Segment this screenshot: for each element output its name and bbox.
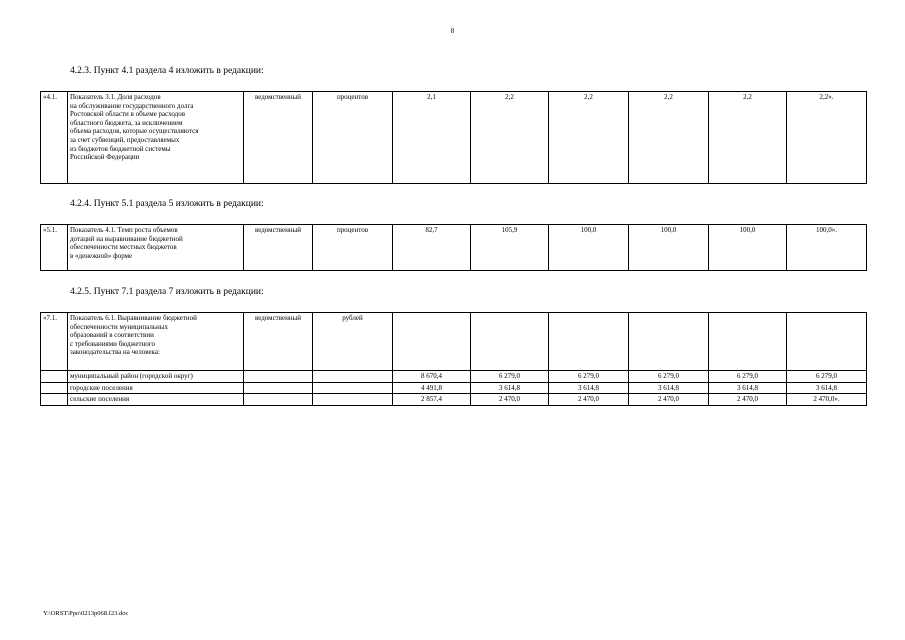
indicator-name: Показатель 6.1. Выравнивание бюджетной обеспеченности муниципальных образований в соответствии с требованиями бюджетного законодательства на человека:: [68, 313, 244, 371]
value-cell: 105,9: [471, 225, 549, 271]
row-number: «5.1.: [41, 225, 68, 271]
value-cell: 2,2: [709, 92, 787, 184]
row-number: «7.1.: [41, 313, 68, 371]
value-cell: 100,0».: [787, 225, 867, 271]
indicator-type: [244, 371, 313, 383]
value-cell: 2,2».: [787, 92, 867, 184]
value-cell: 2,2: [629, 92, 709, 184]
page-number: 8: [450, 27, 455, 35]
subrow-name: сельские поселения: [68, 394, 244, 406]
table-5-1: [40, 224, 867, 271]
indicator-name: Показатель 3.1. Доля расходов на обслуживание государственного долга Ростовской области в объеме расходов областного бюджета, за исключением объема расходов, которые осуществляются за счет субвенций, предоставляемых из бюджетов бюджетной системы Российской Федерации: [68, 92, 244, 184]
value-cell: [471, 313, 549, 371]
value-cell: 2,1: [393, 92, 471, 184]
unit: [313, 371, 393, 383]
value-cell: [787, 313, 867, 371]
value-cell: 3 614,8: [471, 382, 549, 394]
section-heading-4-2-4: 4.2.4. Пункт 5.1 раздела 5 изложить в редакции:: [70, 199, 264, 209]
file-path-footer: Y:\ORST\Ppo\0213p068.f23.doc: [43, 610, 129, 617]
value-cell: 2,2: [549, 92, 629, 184]
value-cell: 100,0: [629, 225, 709, 271]
value-cell: 2 470,0: [629, 394, 709, 406]
section-heading-4-2-5: 4.2.5. Пункт 7.1 раздела 7 изложить в редакции:: [70, 287, 264, 297]
indicator-name: Показатель 4.1. Темп роста объемов дотаций на выравнивание бюджетной обеспеченности местных бюджетов в «денежной» форме: [68, 225, 244, 271]
value-cell: [629, 313, 709, 371]
value-cell: 2 470,0: [709, 394, 787, 406]
unit: [313, 382, 393, 394]
row-number: [41, 371, 68, 383]
subrow-name: городские поселения: [68, 382, 244, 394]
subrow-name: муниципальный район (городской округ): [68, 371, 244, 383]
value-cell: 6 279,0: [549, 371, 629, 383]
value-cell: 82,7: [393, 225, 471, 271]
indicator-type: ведомственный: [244, 313, 313, 371]
section-heading-4-2-3: 4.2.3. Пункт 4.1 раздела 4 изложить в редакции:: [70, 66, 264, 76]
indicator-type: ведомственный: [244, 225, 313, 271]
value-cell: 6 279,0: [709, 371, 787, 383]
row-number: «4.1.: [41, 92, 68, 184]
value-cell: 100,0: [709, 225, 787, 271]
value-cell: 2 470,0».: [787, 394, 867, 406]
indicator-type: [244, 382, 313, 394]
indicator-type: [244, 394, 313, 406]
table-7-1: [40, 312, 867, 406]
value-cell: 3 614,8: [629, 382, 709, 394]
value-cell: 2 470,0: [549, 394, 629, 406]
value-cell: [549, 313, 629, 371]
value-cell: 2,2: [471, 92, 549, 184]
row-number: [41, 394, 68, 406]
row-number: [41, 382, 68, 394]
table-row: [41, 313, 867, 371]
table-row: [41, 92, 867, 184]
value-cell: 2 857,4: [393, 394, 471, 406]
value-cell: [393, 313, 471, 371]
table-4-1: [40, 91, 867, 184]
value-cell: 3 614,8: [787, 382, 867, 394]
value-cell: 8 670,4: [393, 371, 471, 383]
value-cell: 6 279,0: [471, 371, 549, 383]
value-cell: 6 279,0: [629, 371, 709, 383]
table-row: [41, 371, 867, 383]
indicator-type: ведомственный: [244, 92, 313, 184]
unit: рублей: [313, 313, 393, 371]
unit: процентов: [313, 92, 393, 184]
table-row: [41, 394, 867, 406]
value-cell: 6 279,0: [787, 371, 867, 383]
value-cell: 2 470,0: [471, 394, 549, 406]
unit: процентов: [313, 225, 393, 271]
table-row: [41, 382, 867, 394]
value-cell: 4 491,8: [393, 382, 471, 394]
value-cell: 3 614,8: [709, 382, 787, 394]
value-cell: 100,0: [549, 225, 629, 271]
unit: [313, 394, 393, 406]
table-row: [41, 225, 867, 271]
value-cell: 3 614,8: [549, 382, 629, 394]
value-cell: [709, 313, 787, 371]
